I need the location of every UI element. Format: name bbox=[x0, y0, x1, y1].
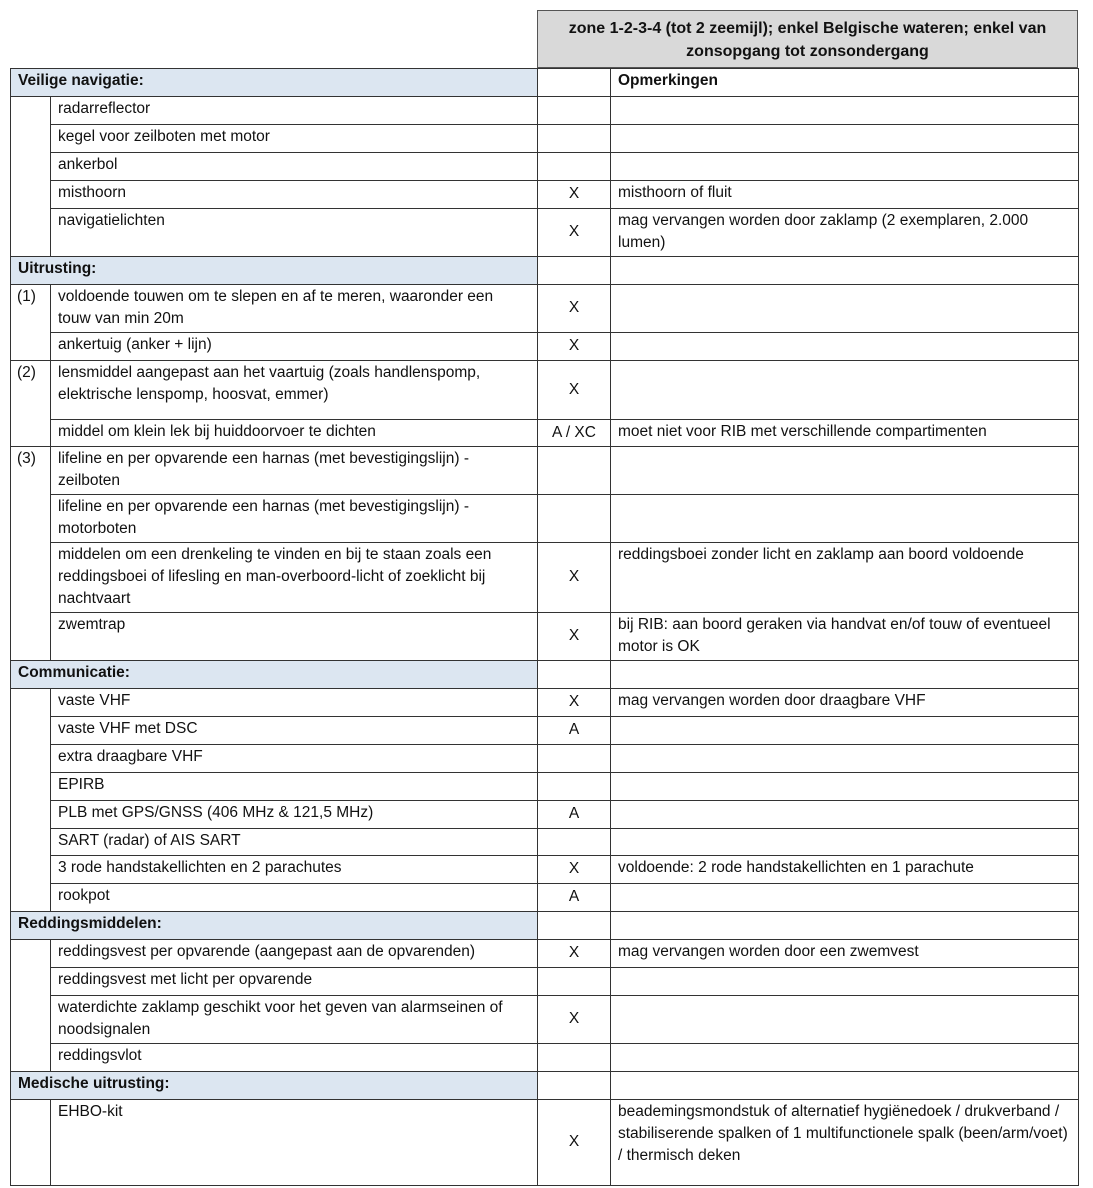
table-row bbox=[11, 1044, 1079, 1072]
item-remark bbox=[611, 968, 1079, 996]
requirement-mark: X bbox=[538, 543, 611, 613]
table-row bbox=[11, 125, 1079, 153]
item-description: 3 rode handstakellichten en 2 parachutes bbox=[51, 856, 538, 884]
item-description: reddingsvest per opvarende (aangepast aan de opvarenden) bbox=[51, 940, 538, 968]
section-mark-cell bbox=[538, 257, 611, 285]
section-title: Communicatie: bbox=[11, 661, 538, 689]
requirement-mark: X bbox=[538, 856, 611, 884]
item-remark bbox=[611, 495, 1079, 543]
section-header-row bbox=[11, 661, 1079, 689]
requirement-mark: X bbox=[538, 1100, 611, 1186]
item-remark bbox=[611, 153, 1079, 181]
table-row bbox=[11, 97, 1079, 125]
item-remark: misthoorn of fluit bbox=[611, 181, 1079, 209]
table-row bbox=[11, 1100, 1079, 1186]
item-remark bbox=[611, 884, 1079, 912]
table-row bbox=[11, 829, 1079, 856]
item-remark bbox=[611, 829, 1079, 856]
table-row bbox=[11, 361, 1079, 420]
requirement-mark bbox=[538, 745, 611, 773]
item-description: kegel voor zeilboten met motor bbox=[51, 125, 538, 153]
table-row bbox=[11, 153, 1079, 181]
item-remark: mag vervangen worden door zaklamp (2 exemplaren, 2.000 lumen) bbox=[611, 209, 1079, 257]
table-row bbox=[11, 773, 1079, 801]
section-mark-cell bbox=[538, 1072, 611, 1100]
item-remark bbox=[611, 361, 1079, 420]
item-description: waterdichte zaklamp geschikt voor het geven van alarmseinen of noodsignalen bbox=[51, 996, 538, 1044]
requirement-mark: X bbox=[538, 689, 611, 717]
section-title: Uitrusting: bbox=[11, 257, 538, 285]
item-remark bbox=[611, 125, 1079, 153]
table-row bbox=[11, 940, 1079, 968]
section-title: Medische uitrusting: bbox=[11, 1072, 538, 1100]
item-description: middelen om een drenkeling te vinden en bij te staan zoals een reddingsboei of lifesling en man-overboord-licht of zoeklicht bij nachtvaart bbox=[51, 543, 538, 613]
equipment-table bbox=[10, 68, 1079, 1186]
item-remark: bij RIB: aan boord geraken via handvat en/of touw of eventueel motor is OK bbox=[611, 613, 1079, 661]
item-description: ankerbol bbox=[51, 153, 538, 181]
item-remark bbox=[611, 285, 1079, 333]
item-description: middel om klein lek bij huiddoorvoer te dichten bbox=[51, 420, 538, 447]
table-row bbox=[11, 209, 1079, 257]
item-number bbox=[11, 689, 51, 912]
item-description: SART (radar) of AIS SART bbox=[51, 829, 538, 856]
requirement-mark: A / XC bbox=[538, 420, 611, 447]
item-remark bbox=[611, 97, 1079, 125]
item-remark bbox=[611, 745, 1079, 773]
item-remark bbox=[611, 447, 1079, 495]
item-description: extra draagbare VHF bbox=[51, 745, 538, 773]
section-mark-cell bbox=[538, 912, 611, 940]
requirement-mark: A bbox=[538, 884, 611, 912]
zone-header: zone 1-2-3-4 (tot 2 zeemijl); enkel Belgische wateren; enkel van zonsopgang tot zonsondergang bbox=[537, 10, 1078, 68]
item-remark: voldoende: 2 rode handstakellichten en 1 parachute bbox=[611, 856, 1079, 884]
requirement-mark bbox=[538, 495, 611, 543]
item-description: zwemtrap bbox=[51, 613, 538, 661]
table-row bbox=[11, 543, 1079, 613]
table-row bbox=[11, 495, 1079, 543]
section-remark-cell bbox=[611, 912, 1079, 940]
item-description: ankertuig (anker + lijn) bbox=[51, 333, 538, 361]
table-row bbox=[11, 333, 1079, 361]
item-description: rookpot bbox=[51, 884, 538, 912]
table-row bbox=[11, 996, 1079, 1044]
requirement-mark bbox=[538, 97, 611, 125]
section-mark-cell bbox=[538, 661, 611, 689]
item-remark bbox=[611, 801, 1079, 829]
table-row bbox=[11, 968, 1079, 996]
table-row bbox=[11, 884, 1079, 912]
table-row bbox=[11, 181, 1079, 209]
section-remark-cell bbox=[611, 1072, 1079, 1100]
item-description: misthoorn bbox=[51, 181, 538, 209]
section-header-row bbox=[11, 912, 1079, 940]
requirement-mark: X bbox=[538, 996, 611, 1044]
requirement-mark: X bbox=[538, 333, 611, 361]
requirement-mark bbox=[538, 153, 611, 181]
section-mark-cell bbox=[538, 69, 611, 97]
item-description: PLB met GPS/GNSS (406 MHz & 121,5 MHz) bbox=[51, 801, 538, 829]
item-description: vaste VHF met DSC bbox=[51, 717, 538, 745]
requirement-mark bbox=[538, 773, 611, 801]
item-number: (1) bbox=[11, 285, 51, 361]
requirement-mark: X bbox=[538, 209, 611, 257]
item-description: lensmiddel aangepast aan het vaartuig (zoals handlenspomp, elektrische lenspomp, hoosvat, emmer) bbox=[51, 361, 538, 420]
item-description: reddingsvest met licht per opvarende bbox=[51, 968, 538, 996]
item-number bbox=[11, 97, 51, 257]
table-row bbox=[11, 420, 1079, 447]
table-row bbox=[11, 613, 1079, 661]
item-remark bbox=[611, 333, 1079, 361]
requirement-mark bbox=[538, 968, 611, 996]
item-description: lifeline en per opvarende een harnas (met bevestigingslijn) - motorboten bbox=[51, 495, 538, 543]
item-description: EPIRB bbox=[51, 773, 538, 801]
item-remark: moet niet voor RIB met verschillende compartimenten bbox=[611, 420, 1079, 447]
requirement-mark: X bbox=[538, 613, 611, 661]
item-remark bbox=[611, 717, 1079, 745]
requirement-mark bbox=[538, 829, 611, 856]
item-number: (3) bbox=[11, 447, 51, 661]
item-description: lifeline en per opvarende een harnas (met bevestigingslijn) - zeilboten bbox=[51, 447, 538, 495]
requirement-mark: A bbox=[538, 717, 611, 745]
table-row bbox=[11, 447, 1079, 495]
item-remark bbox=[611, 996, 1079, 1044]
item-description: EHBO-kit bbox=[51, 1100, 538, 1186]
table-row bbox=[11, 689, 1079, 717]
requirement-mark: A bbox=[538, 801, 611, 829]
section-header-row bbox=[11, 1072, 1079, 1100]
requirement-mark: X bbox=[538, 940, 611, 968]
requirement-mark bbox=[538, 1044, 611, 1072]
requirement-mark bbox=[538, 447, 611, 495]
section-title: Veilige navigatie: bbox=[11, 69, 538, 97]
item-remark bbox=[611, 773, 1079, 801]
item-number: (2) bbox=[11, 361, 51, 447]
item-number bbox=[11, 1100, 51, 1186]
item-description: navigatielichten bbox=[51, 209, 538, 257]
table-row bbox=[11, 856, 1079, 884]
section-header-row bbox=[11, 257, 1079, 285]
item-remark: mag vervangen worden door een zwemvest bbox=[611, 940, 1079, 968]
table-row bbox=[11, 801, 1079, 829]
requirement-mark: X bbox=[538, 181, 611, 209]
item-number bbox=[11, 940, 51, 1072]
item-description: vaste VHF bbox=[51, 689, 538, 717]
item-remark bbox=[611, 1044, 1079, 1072]
item-description: voldoende touwen om te slepen en af te meren, waaronder een touw van min 20m bbox=[51, 285, 538, 333]
requirement-mark: X bbox=[538, 361, 611, 420]
section-header-row bbox=[11, 69, 1079, 97]
section-remark-cell bbox=[611, 257, 1079, 285]
requirement-mark: X bbox=[538, 285, 611, 333]
section-title: Reddingsmiddelen: bbox=[11, 912, 538, 940]
table-row bbox=[11, 285, 1079, 333]
item-description: radarreflector bbox=[51, 97, 538, 125]
item-remark: beademingsmondstuk of alternatief hygiënedoek / drukverband / stabiliserende spalken of 1 multifunctionele spalk (been/arm/voet) / thermisch deken bbox=[611, 1100, 1079, 1186]
item-description: reddingsvlot bbox=[51, 1044, 538, 1072]
section-remark-cell bbox=[611, 661, 1079, 689]
item-remark: reddingsboei zonder licht en zaklamp aan boord voldoende bbox=[611, 543, 1079, 613]
requirement-mark bbox=[538, 125, 611, 153]
table-row bbox=[11, 745, 1079, 773]
table-row bbox=[11, 717, 1079, 745]
item-remark: mag vervangen worden door draagbare VHF bbox=[611, 689, 1079, 717]
remarks-column-header: Opmerkingen bbox=[611, 69, 1079, 97]
